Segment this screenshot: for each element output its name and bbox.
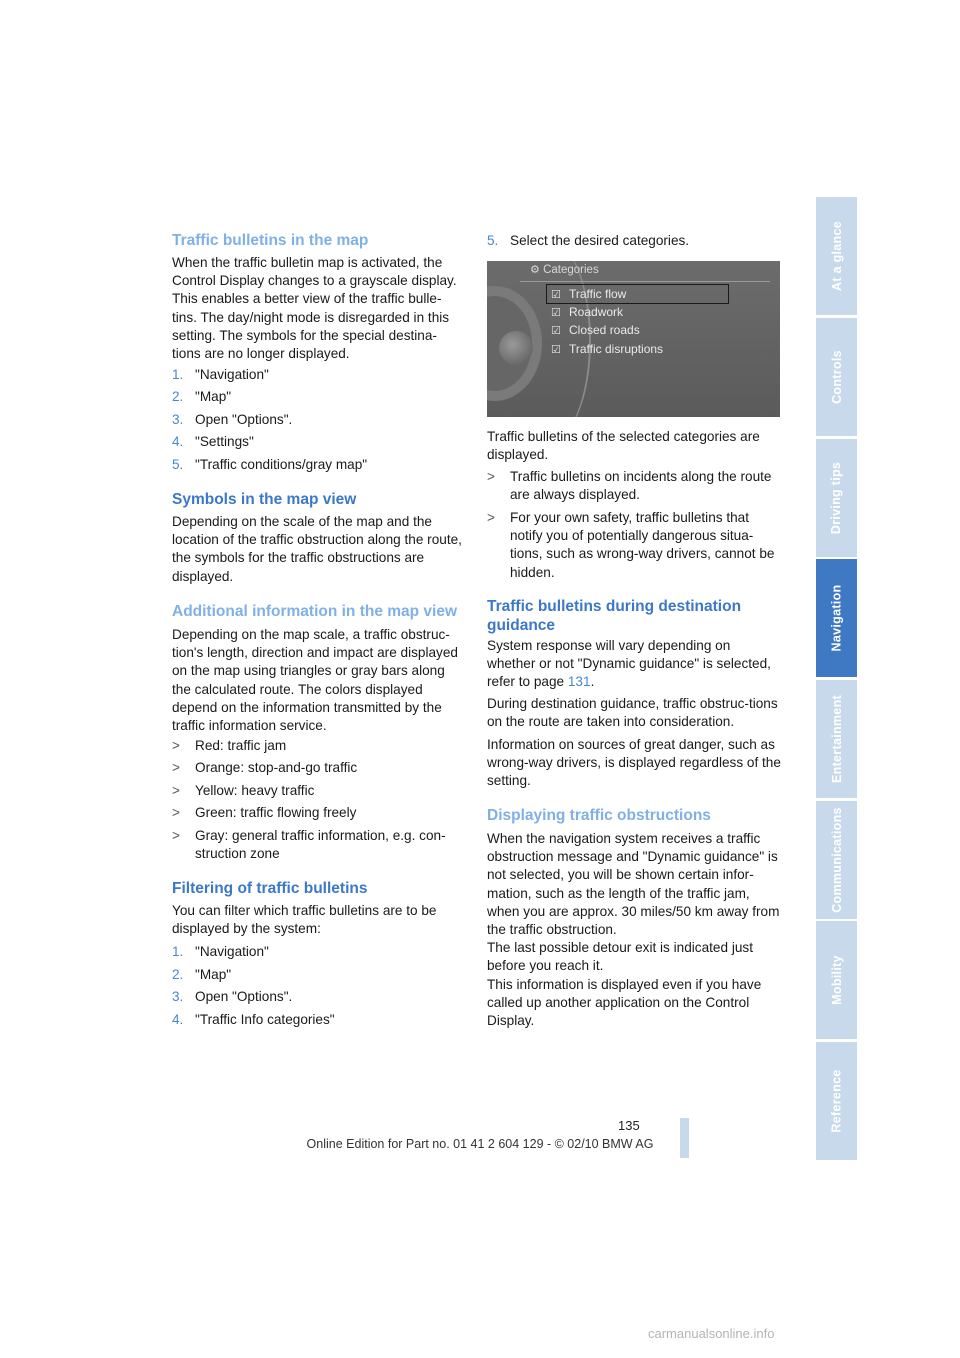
paragraph: Information on sources of great danger, such as wrong-way drivers, is displayed regardless of the setting. — [487, 737, 781, 789]
list-item: 2. "Map" — [172, 389, 232, 404]
list-item: 1. "Navigation" — [172, 367, 269, 382]
list-item: > Yellow: heavy traffic — [172, 783, 315, 798]
paragraph: Traffic bulletins of the selected categories are displayed. — [487, 429, 760, 463]
list-item: > Orange: stop-and-go traffic — [172, 760, 358, 775]
list-item: > Red: traffic jam — [172, 738, 287, 753]
divider — [520, 281, 770, 282]
page-link[interactable]: 131 — [567, 674, 591, 690]
tab-mobility[interactable]: Mobility — [816, 921, 857, 1039]
tab-driving-tips[interactable]: Driving tips — [816, 439, 857, 557]
heading-symbols-in-map-view: Symbols in the map view — [172, 491, 357, 508]
paragraph: This information is displayed even if you have called up another application on the Control Display. — [487, 977, 762, 1029]
list-item: 3. Open "Options". — [172, 989, 293, 1004]
paragraph: You can filter which traffic bulletins are to be displayed by the system: — [172, 903, 437, 937]
list-item: 4. "Traffic Info categories" — [172, 1012, 335, 1027]
list-item: 1. "Navigation" — [172, 944, 269, 959]
menu-item-closed-roads[interactable]: ☑ Closed roads — [551, 323, 640, 337]
menu-item-traffic-flow[interactable]: ☑ Traffic flow — [551, 287, 627, 301]
checkbox-checked-icon: ☑ — [551, 344, 561, 356]
control-display-screenshot — [487, 261, 780, 417]
paragraph: During destination guidance, traffic obstruc-tions on the route are taken into consideration. — [487, 696, 778, 730]
paragraph: System response will vary depending on whether or not "Dynamic guidance" is selected, refer to page 131. — [487, 638, 771, 690]
tab-at-a-glance[interactable]: At a glance — [816, 197, 857, 315]
list-item: > Traffic bulletins on incidents along the route are always displayed. — [487, 469, 772, 503]
heading-traffic-bulletins-in-map: Traffic bulletins in the map — [172, 232, 369, 249]
list-item: > Gray: general traffic information, e.g. con-struction zone — [172, 828, 446, 862]
chapter-tabs — [816, 197, 857, 1160]
paragraph: When the traffic bulletin map is activated, the Control Display changes to a grayscale display. This enables a better view of the traffic bulle-tins. The day/night mode is disregarded in this setting. The symbols for the special destina-tions are no longer displayed. — [172, 255, 457, 362]
screen-title: ⚙ Categories — [530, 264, 599, 276]
page-number: 135 — [618, 1118, 640, 1133]
checkbox-checked-icon: ☑ — [551, 307, 561, 319]
checkbox-checked-icon: ☑ — [551, 325, 561, 337]
checkbox-checked-icon: ☑ — [551, 289, 561, 301]
heading-additional-info: Additional information in the map view — [172, 603, 458, 620]
paragraph: Depending on the map scale, a traffic obstruc-tion's length, direction and impact are displayed on the map using triangles or gray bars along the calculated route. The colors displayed depend on the information transmitted by the traffic information service. — [172, 627, 458, 734]
tab-controls[interactable]: Controls — [816, 318, 857, 436]
list-item: 5. Select the desired categories. — [487, 233, 690, 248]
paragraph: Depending on the scale of the map and the location of the traffic obstruction along the route, the symbols for the traffic obstructions are displayed. — [172, 514, 462, 584]
list-item: 2. "Map" — [172, 967, 232, 982]
heading-filtering: Filtering of traffic bulletins — [172, 880, 368, 897]
list-item: > Green: traffic flowing freely — [172, 805, 357, 820]
controller-knob-icon — [499, 331, 533, 365]
menu-item-traffic-disruptions[interactable]: ☑ Traffic disruptions — [551, 342, 664, 356]
list-item: 5. "Traffic conditions/gray map" — [172, 457, 368, 472]
footer-edition: Online Edition for Part no. 01 41 2 604 129 - © 02/10 BMW AG — [306, 1137, 654, 1151]
heading-displaying-obstructions: Displaying traffic obstructions — [487, 807, 711, 824]
list-item: 4. "Settings" — [172, 434, 254, 449]
tab-reference[interactable]: Reference — [816, 1042, 857, 1160]
list-item: 3. Open "Options". — [172, 412, 293, 427]
tab-entertainment[interactable]: Entertainment — [816, 680, 857, 798]
settings-icon: ⚙ — [530, 264, 540, 276]
list-item: > For your own safety, traffic bulletins that notify you of potentially dangerous situa-tions, such as wrong-way drivers, cannot be hidden. — [487, 510, 775, 580]
menu-item-roadwork[interactable]: ☑ Roadwork — [551, 305, 624, 319]
tab-communications[interactable]: Communications — [816, 801, 857, 919]
watermark: carmanualsonline.info — [648, 1326, 775, 1341]
paragraph: When the navigation system receives a traffic obstruction message and "Dynamic guidance" is not selected, you will be shown certain infor-mation, such as the length of the traffic jam, when you are approx. 30 miles/50 km away from the traffic obstruction. The last possible detour exit is indicated just before you reach it. — [487, 831, 780, 974]
heading-destination-guidance: Traffic bulletins during destination guidance — [487, 598, 742, 634]
tab-navigation[interactable]: Navigation — [816, 559, 857, 677]
